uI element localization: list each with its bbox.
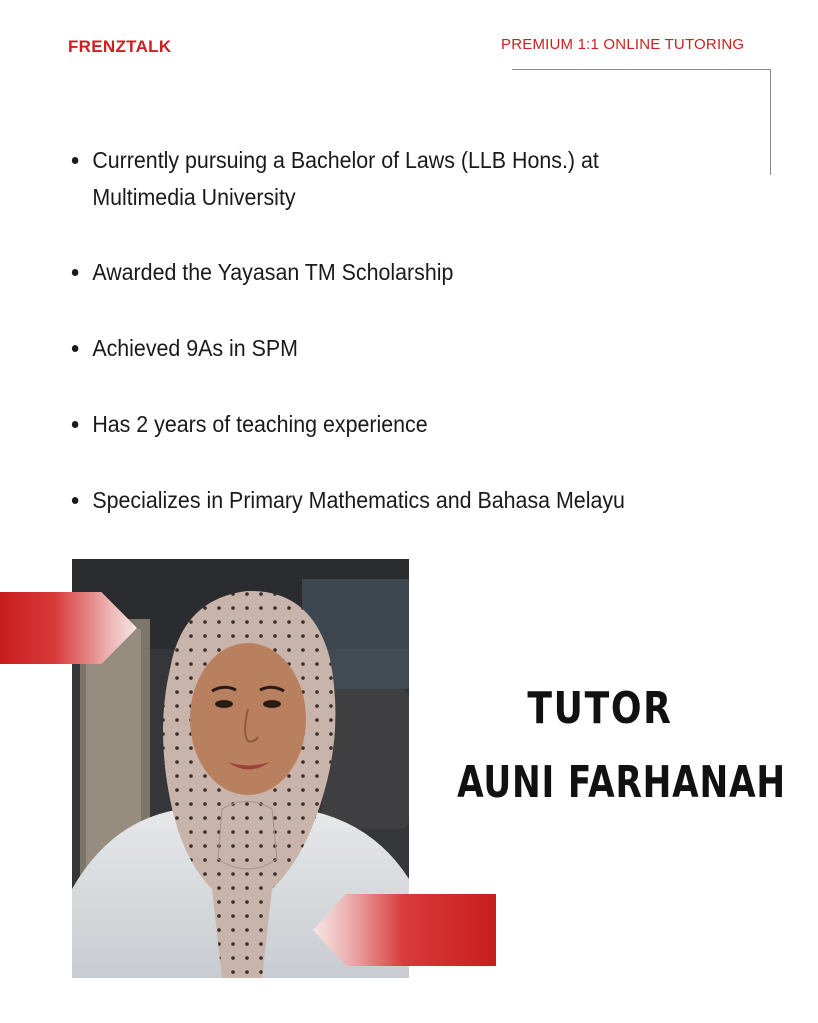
list-item-text: Achieved 9As in SPM [92,335,299,361]
list-item-text: Has 2 years of teaching experience [92,411,428,437]
list-item [70,406,428,443]
list-item [70,482,625,519]
list-item [70,330,298,367]
list-item-text: Specializes in Primary Mathematics and Bahasa Melayu [92,487,625,513]
arrow-ribbon-icon [313,894,496,966]
list-item-text: Currently pursuing a Bachelor of Laws (LLB Hons.) at [92,147,599,173]
list-item-text-continued: Multimedia University [92,184,296,210]
list-item [70,142,599,216]
list-item-text: Awarded the Yayasan TM Scholarship [92,259,454,285]
list-item [70,254,453,291]
brand-logo: FRENZTALK [68,37,172,56]
tutor-name: AUNI FARHANAH [457,757,786,808]
tutor-label: TUTOR [527,683,673,734]
tagline: PREMIUM 1:1 ONLINE TUTORING [501,36,745,53]
